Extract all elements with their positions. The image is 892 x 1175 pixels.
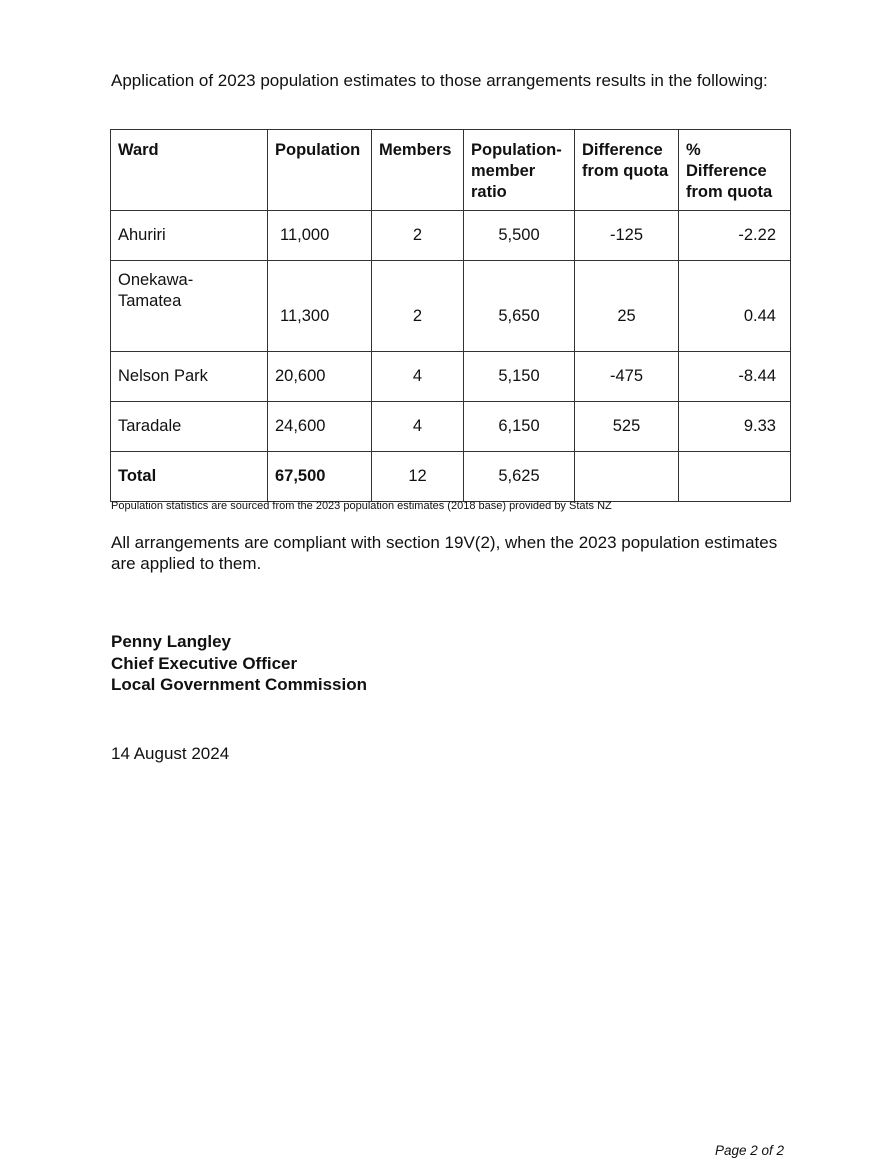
signatory-name: Penny Langley [111,632,231,651]
header-members: Members [372,130,464,211]
members-cell: 4 [372,352,464,402]
table-row [111,261,791,352]
compliance-paragraph: All arrangements are compliant with section 19V(2), when the 2023 population estimates are applied to them. [111,533,778,573]
signature-block [111,631,367,696]
total-members: 12 [372,452,464,502]
intro-paragraph: Application of 2023 population estimates to those arrangements results in the following: [111,71,768,90]
difference-cell: 25 [575,261,679,352]
ratio-cell: 5,500 [464,211,575,261]
table-row [111,402,791,452]
members-cell: 2 [372,261,464,352]
ward-cell: Nelson Park [111,352,268,402]
total-pct-difference [679,452,791,502]
page-number: Page 2 of 2 [715,1143,785,1158]
header-difference: Difference from quota [575,130,679,211]
total-population: 67,500 [268,452,372,502]
header-ward: Ward [111,130,268,211]
members-cell: 2 [372,211,464,261]
population-table [110,129,791,502]
header-pct-difference: % Difference from quota [679,130,791,211]
table-row [111,352,791,402]
population-cell: 11,300 [268,261,372,352]
ward-cell: Taradale [111,402,268,452]
signatory-title: Chief Executive Officer [111,653,298,673]
population-cell: 24,600 [268,402,372,452]
ward-name: Onekawa-Tamatea [118,271,194,310]
total-label: Total [111,452,268,502]
total-row [111,452,791,502]
signatory-organisation: Local Government Commission [111,675,367,694]
ratio-cell: 5,150 [464,352,575,402]
members-cell: 4 [372,402,464,452]
ward-cell [111,261,268,352]
pct-difference-cell: 0.44 [679,261,791,352]
difference-cell: -125 [575,211,679,261]
ratio-cell: 5,650 [464,261,575,352]
header-ratio: Population-member ratio [464,130,575,211]
total-difference [575,452,679,502]
pct-difference-cell: -2.22 [679,211,791,261]
population-cell: 11,000 [268,211,372,261]
ratio-cell: 6,150 [464,402,575,452]
table-header-row [111,130,791,211]
difference-cell: -475 [575,352,679,402]
pct-difference-cell: 9.33 [679,402,791,452]
ward-cell: Ahuriri [111,211,268,261]
total-ratio: 5,625 [464,452,575,502]
source-note: Population statistics are sourced from the 2023 population estimates (2018 base) provided by Stats NZ [111,500,612,512]
header-population: Population [268,130,372,211]
document-date: 14 August 2024 [111,744,230,763]
difference-cell: 525 [575,402,679,452]
population-cell: 20,600 [268,352,372,402]
table-row [111,211,791,261]
pct-difference-cell: -8.44 [679,352,791,402]
